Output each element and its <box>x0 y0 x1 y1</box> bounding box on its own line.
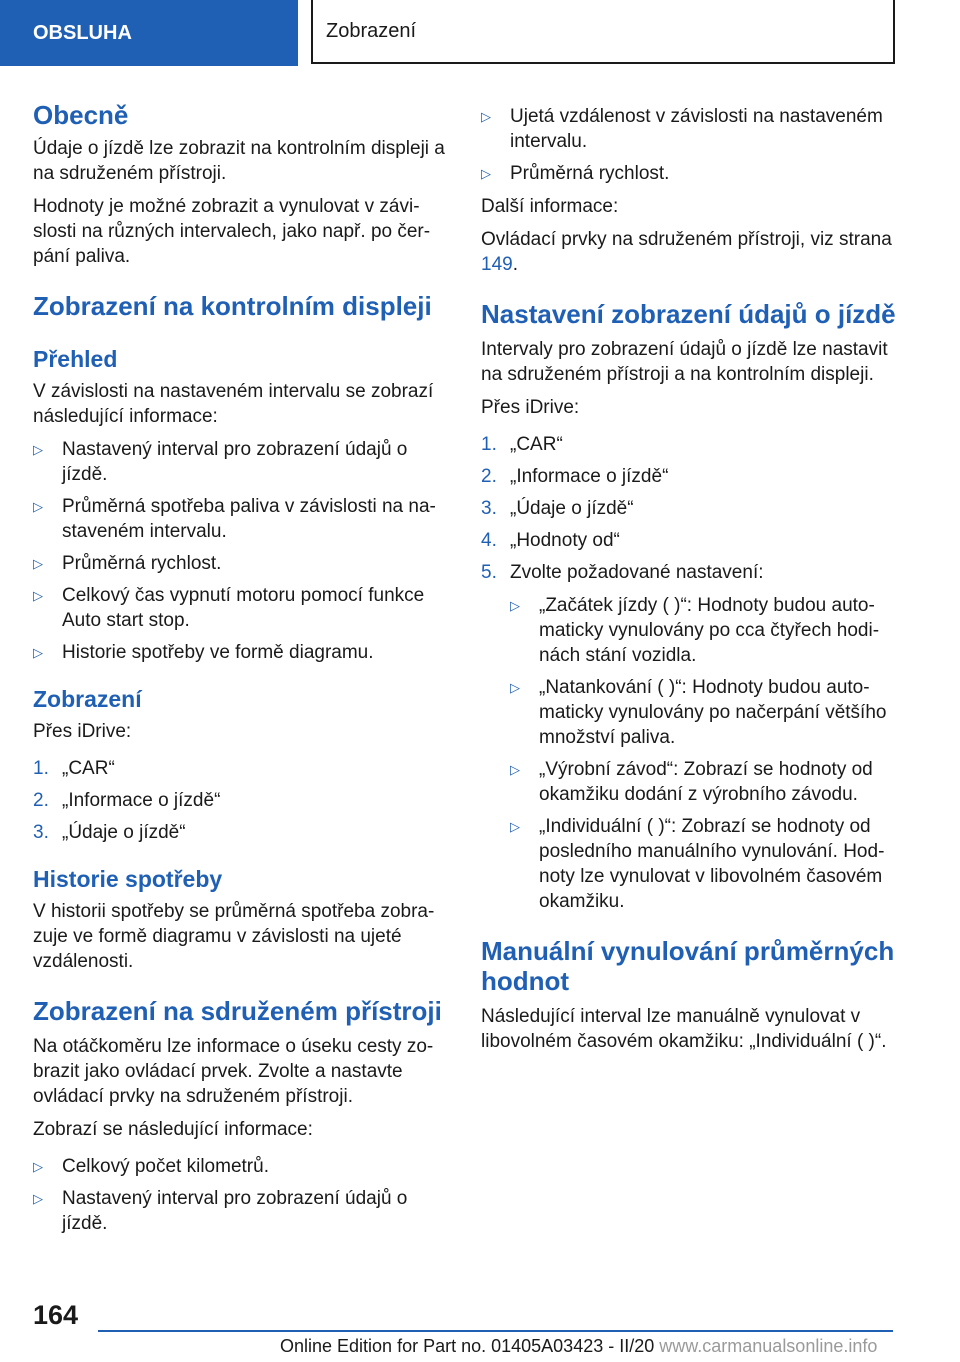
heading-zobrazeni: Zobrazení <box>33 686 142 712</box>
paragraph-idrive: Přes iDrive: <box>481 397 580 418</box>
triangle-bullet-icon: ▷ <box>510 819 520 834</box>
paragraph-prehled: V závislosti na nastaveném intervalu se zobrazí následující informace: <box>33 381 434 427</box>
list-item: ▷ Průměrná rychlost. <box>481 163 670 184</box>
list-item: 1. „CAR“ <box>33 758 115 779</box>
paragraph-obecne-1: Údaje o jízdě lze zobrazit na kontrolním displeji a na sdruženém přístroji. <box>33 138 445 184</box>
steps-nastaveni <box>481 432 901 914</box>
list-item: 3. „Údaje o jízdě“ <box>33 822 186 843</box>
triangle-bullet-icon: ▷ <box>481 109 491 124</box>
list-item: ▷ Nastavený interval pro zobrazení údajů o jízdě. <box>33 1188 408 1234</box>
triangle-bullet-icon: ▷ <box>33 1191 43 1206</box>
left-column <box>33 100 445 1244</box>
list-item: ▷ „Natankování ( )“: Hodnoty budou automaticky vynulovány po načerpání většího množství paliva. <box>510 677 887 748</box>
paragraph-historie: V historii spotřeby se průměrná spotřeba zobrazuje ve formě diagramu v závislosti na ujeté vzdálenosti. <box>33 901 435 972</box>
list-item: ▷ Ujetá vzdálenost v závislosti na nastaveném intervalu. <box>481 106 883 152</box>
triangle-bullet-icon: ▷ <box>481 166 491 181</box>
list-item: ▷ Průměrná rychlost. <box>33 553 222 574</box>
triangle-bullet-icon: ▷ <box>510 598 520 613</box>
paragraph-sdruzeny-1: Na otáčkoměru lze informace o úseku cesty zobrazit jako ovládací prvek. Zvolte a nastavte ovládací prvky na sdruženém přístroji. <box>33 1036 434 1107</box>
heading-historie: Historie spotřeby <box>33 866 223 892</box>
triangle-bullet-icon: ▷ <box>510 680 520 695</box>
heading-nastaveni: Nastavení zobrazení údajů o jízdě <box>481 299 896 329</box>
triangle-bullet-icon: ▷ <box>33 499 43 514</box>
list-item: ▷ Celkový čas vypnutí motoru pomocí funkce Auto start stop. <box>33 585 425 631</box>
right-column <box>481 104 901 1062</box>
list-item: ▷ Nastavený interval pro zobrazení údajů o jízdě. <box>33 439 408 485</box>
paragraph-zobrazeni: Přes iDrive: <box>33 721 132 742</box>
paragraph-manualni: Následující interval lze manuálně vynulovat v libovolném časovém okamžiku: „Individuální ( )“. <box>481 1006 887 1052</box>
list-continued <box>481 104 901 186</box>
paragraph-ovladaci: Ovládací prvky na sdruženém přístroji, viz strana 149. <box>481 229 892 275</box>
list-item: ▷ „Individuální ( )“: Zobrazí se hodnoty od posledního manuálního vynulování. Hodnoty lze vynulovat v libovolném časovém okamžiku. <box>510 816 885 912</box>
list-prehled <box>33 437 445 665</box>
list-item: 2. „Informace o jízdě“ <box>33 790 221 811</box>
triangle-bullet-icon: ▷ <box>33 442 43 457</box>
steps-zobrazeni <box>33 756 445 845</box>
list-item: ▷ Historie spotřeby ve formě diagramu. <box>33 642 374 663</box>
heading-prehled: Přehled <box>33 346 118 372</box>
chapter-title: Zobrazení <box>311 0 895 64</box>
list-sdruzeny <box>33 1154 445 1236</box>
heading-manualni: Manuální vynulování průměrných hodnot <box>481 936 895 996</box>
section-tab: OBSLUHA <box>0 0 298 66</box>
list-item: ▷ Celkový počet kilometrů. <box>33 1156 269 1177</box>
list-item: 1. „CAR“ <box>481 434 563 455</box>
footer-divider <box>98 1330 893 1332</box>
list-item: ▷ „Začátek jízdy ( )“: Hodnoty budou automaticky vynulovány po cca čtyřech hodinách stání vozidla. <box>510 595 880 666</box>
footer-edition: Online Edition for Part no. 01405A03423 - II/20 www.carmanualsonline.info <box>280 1336 878 1356</box>
paragraph-obecne-2: Hodnoty je možné zobrazit a vynulovat v závislosti na různých intervalech, jako např. po čerpání paliva. <box>33 196 431 267</box>
paragraph-nastaveni: Intervaly pro zobrazení údajů o jízdě lze nastavit na sdruženém přístroji a na kontrolním displeji. <box>481 339 888 385</box>
list-item: 5. Zvolte požadované nastavení: ▷ „Začátek jízdy ( )“: Hodnoty budou automaticky vynulovány po cca čtyřech hodinách stání vozidla. ▷ „Natankování ( )“: Hodnoty budou automaticky vynulovány po načerpání většího množství paliva. ▷ „Výrobní závod“: Zobrazí se hodnoty od okamžiku dodání z výrobního závodu. ▷ „Individuální ( )“: Zobrazí se hodnoty od posledního manuálního vynulování. Hodnoty lze vynulovat v libovolném časovém okamžiku. <box>481 560 901 914</box>
triangle-bullet-icon: ▷ <box>33 588 43 603</box>
page-reference-link[interactable]: 149 <box>481 254 513 275</box>
page-header <box>0 0 960 66</box>
list-item: ▷ Průměrná spotřeba paliva v závislosti na nastaveném intervalu. <box>33 496 436 542</box>
triangle-bullet-icon: ▷ <box>33 556 43 571</box>
heading-sdruzeny-pristroj: Zobrazení na sdruženém přístroji <box>33 996 442 1026</box>
heading-kontrolni-displej: Zobrazení na kontrolním displeji <box>33 291 432 321</box>
triangle-bullet-icon: ▷ <box>33 645 43 660</box>
triangle-bullet-icon: ▷ <box>33 1159 43 1174</box>
triangle-bullet-icon: ▷ <box>510 762 520 777</box>
list-item: 3. „Údaje o jízdě“ <box>481 498 634 519</box>
page-number: 164 <box>33 1300 79 1330</box>
paragraph-sdruzeny-2: Zobrazí se následující informace: <box>33 1119 313 1140</box>
list-item: 2. „Informace o jízdě“ <box>481 466 669 487</box>
sub-list-options <box>510 593 901 914</box>
heading-obecne: Obecně <box>33 100 129 130</box>
list-item: 4. „Hodnoty od“ <box>481 530 620 551</box>
paragraph-dalsi: Další informace: <box>481 196 619 217</box>
watermark: www.carmanualsonline.info <box>659 1336 878 1356</box>
list-item: ▷ „Výrobní závod“: Zobrazí se hodnoty od okamžiku dodání z výrobního závodu. <box>510 759 873 805</box>
